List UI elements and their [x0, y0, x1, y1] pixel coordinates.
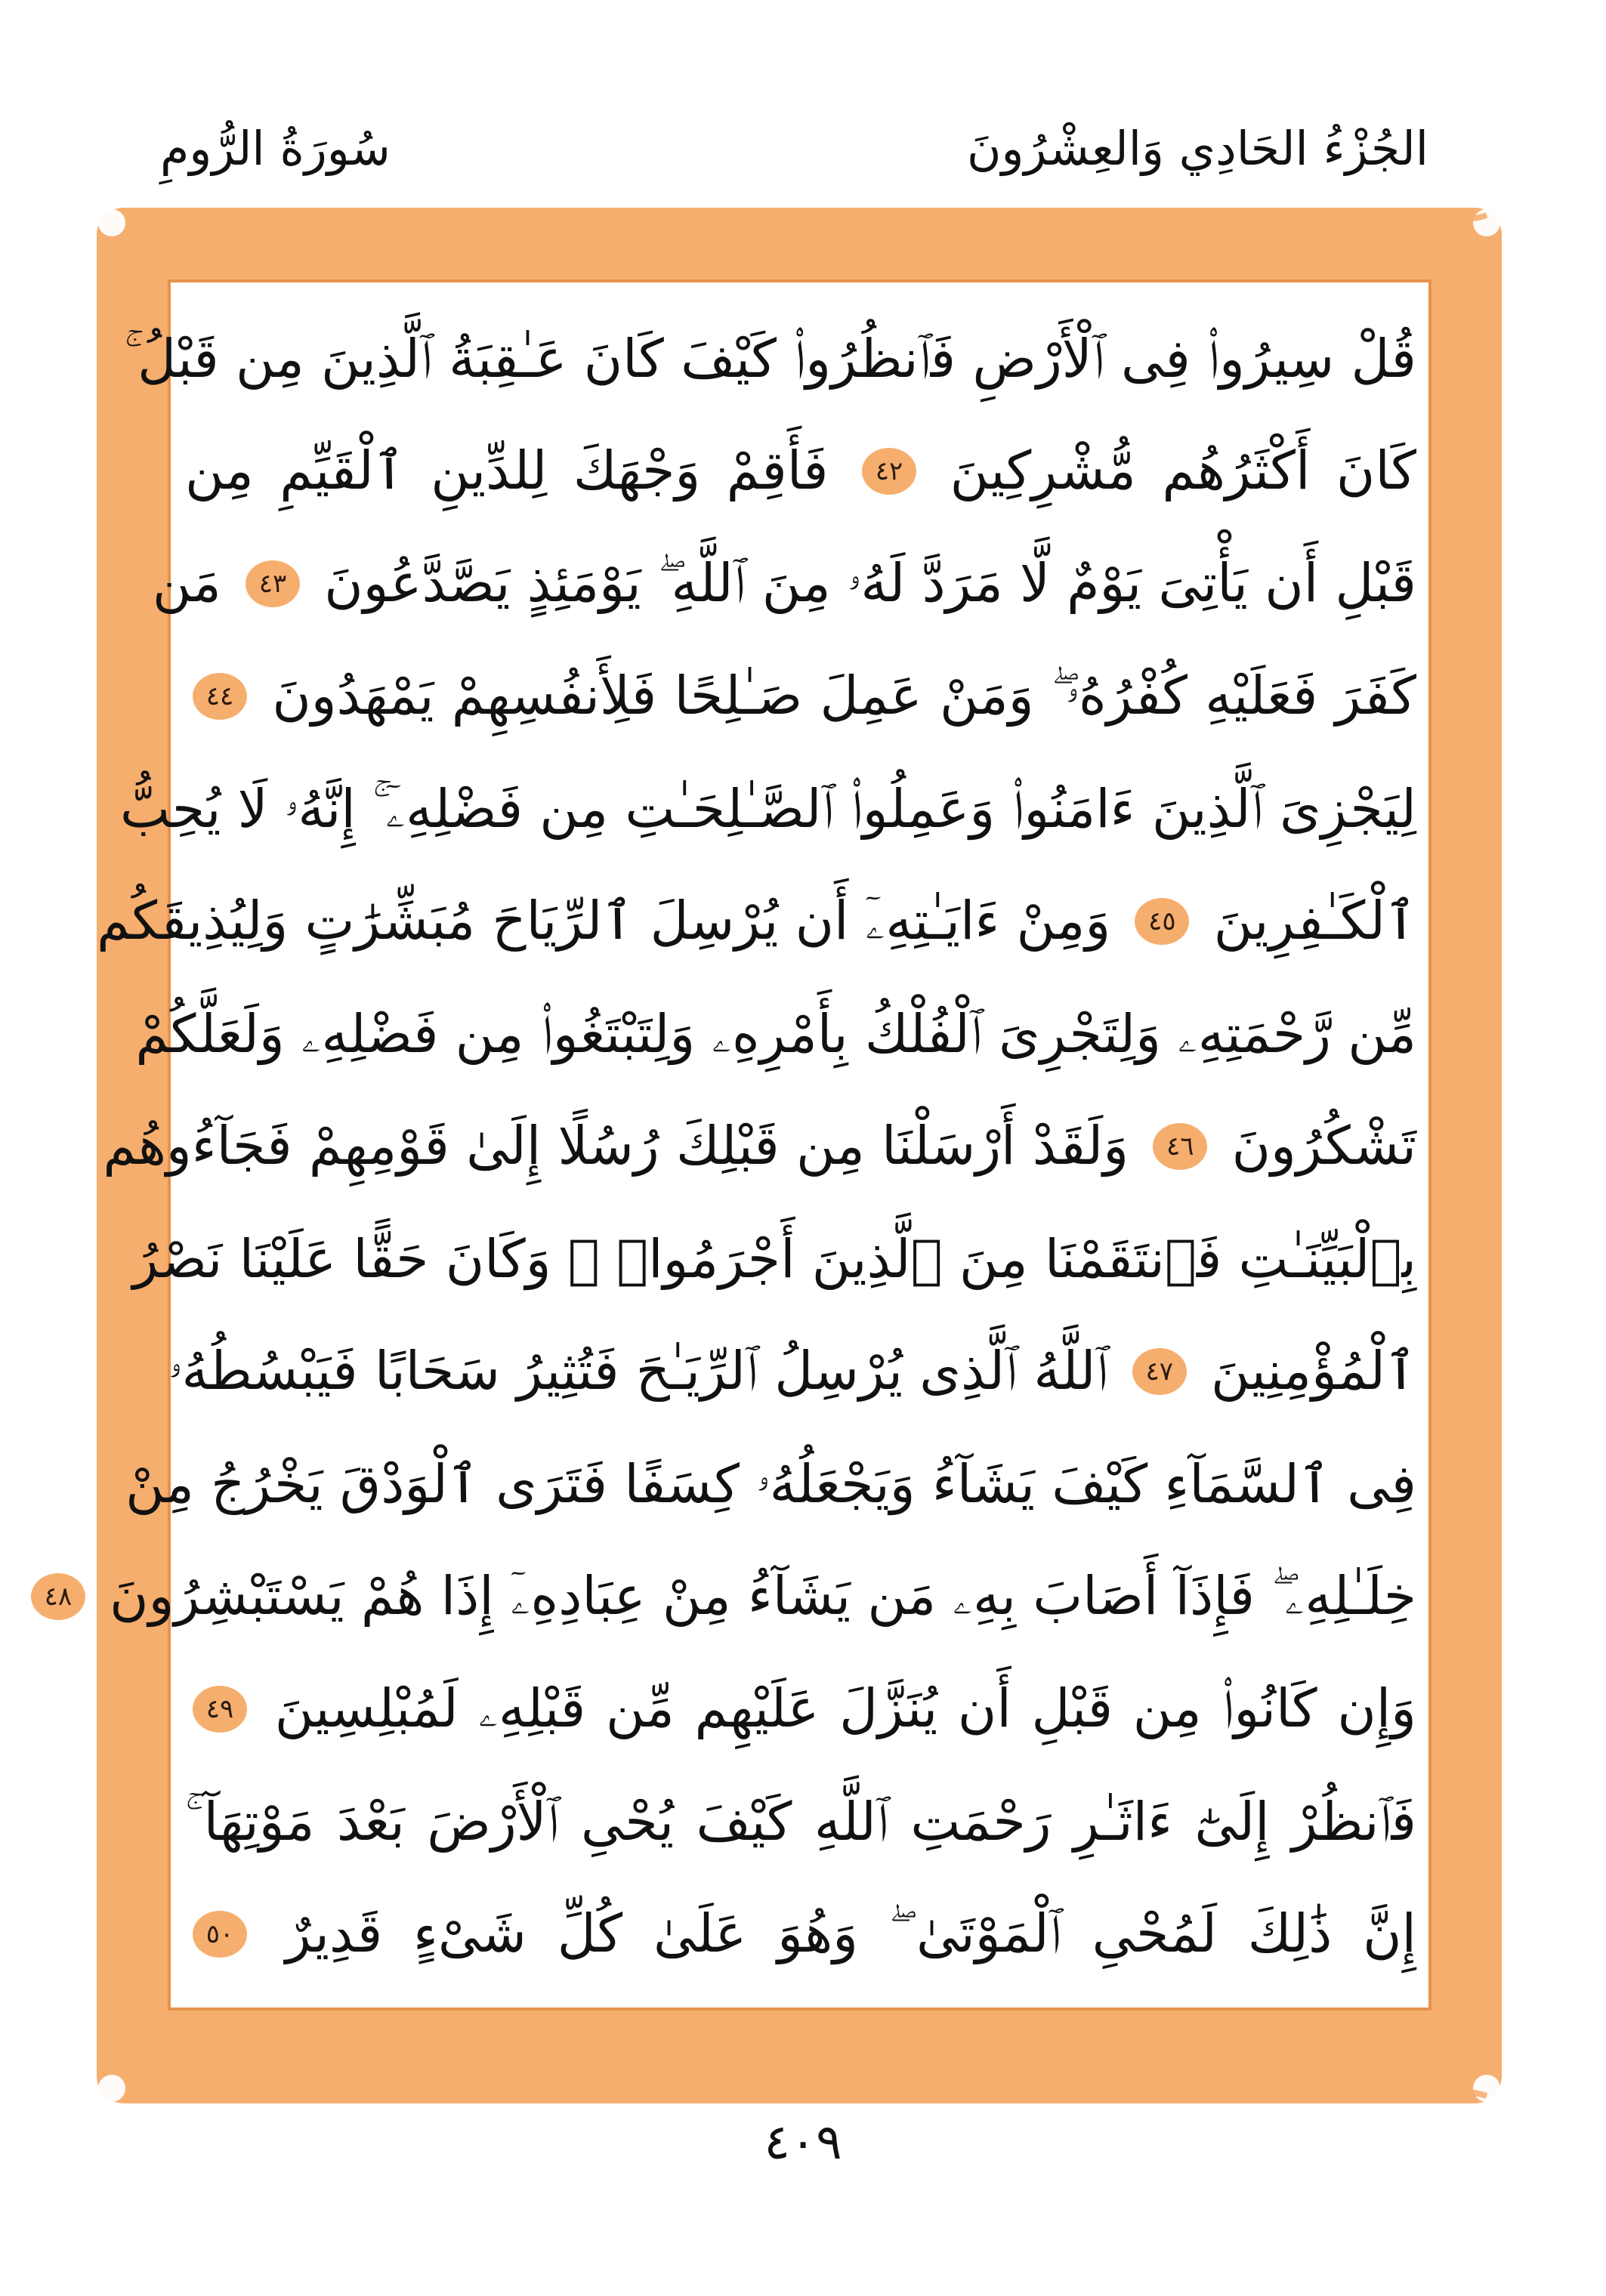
line-6-segment-1: ٱلْكَـٰفِرِينَ [1213, 890, 1416, 952]
line-15-segment-1: إِنَّ ذَٰلِكَ لَمُحْىِ ٱلْمَوْتَىٰ ۖ وَهُوَ عَلَىٰ كُلِّ شَىْءٍ قَدِيرٌ [285, 1903, 1416, 1965]
line-3-segment-1: قَبْلِ أَن يَأْتِىَ يَوْمٌ لَّا مَرَدَّ لَهُۥ مِنَ ٱللَّهِ ۖ يَوْمَئِذٍ يَصَّدَّعُونَ [324, 552, 1416, 615]
line-14-segment-1: فَٱنظُرْ إِلَىٰٓ ءَاثَـٰرِ رَحْمَتِ ٱللَّهِ كَيْفَ يُحْىِ ٱلْأَرْضَ بَعْدَ مَوْتِهَآ ۚ [185, 1790, 1416, 1853]
line-3-segment-3: مَن [152, 552, 221, 615]
ayah-marker-50: ٥٠ [193, 1911, 247, 1958]
line-7-segment-1: مِّن رَّحْمَتِهِۦ وَلِتَجْرِىَ ٱلْفُلْكُ بِأَمْرِهِۦ وَلِتَبْتَغُوا۟ مِن فَضْلِهِۦ وَلَعَلَّكُمْ [135, 1002, 1416, 1065]
page-header [0, 113, 1606, 204]
line-2-text [185, 440, 1416, 502]
line-8-segment-3: وَلَقَدْ أَرْسَلْنَا مِن قَبْلِكَ رُسُلًا إِلَىٰ قَوْمِهِمْ فَجَآءُوهُم [103, 1115, 1129, 1177]
line-13 [185, 1653, 1416, 1765]
ayah-marker-42: ٤٢ [862, 448, 916, 495]
line-7-text [135, 1002, 1416, 1065]
line-8-segment-1: تَشْكُرُونَ [1231, 1115, 1416, 1177]
line-1-text [124, 327, 1416, 390]
line-8-text [103, 1115, 1416, 1177]
line-3-text [152, 552, 1416, 615]
line-1-segment-1: قُلْ سِيرُوا۟ فِى ٱلْأَرْضِ فَٱنظُرُوا۟ كَيْفَ كَانَ عَـٰقِبَةُ ٱلَّذِينَ مِن قَبْلُ ۚ [124, 327, 1416, 390]
line-10-text [168, 1340, 1416, 1403]
line-2-segment-1: كَانَ أَكْثَرُهُم مُّشْرِكِينَ [950, 440, 1416, 502]
line-7 [135, 977, 1416, 1090]
line-4 [185, 640, 1416, 752]
line-3 [152, 527, 1416, 640]
line-6 [97, 865, 1416, 977]
line-6-text [97, 890, 1416, 952]
line-1 [124, 302, 1416, 415]
ayah-marker-45: ٤٥ [1135, 898, 1189, 945]
juz-title: الجُزْءُ الحَادِي وَالعِشْرُونَ [966, 121, 1428, 176]
line-9 [132, 1202, 1416, 1315]
ayah-marker-49: ٤٩ [193, 1686, 247, 1733]
line-12 [44, 1540, 1416, 1653]
line-11-segment-1: فِى ٱلسَّمَآءِ كَيْفَ يَشَآءُ وَيَجْعَلُهُۥ كِسَفًا فَتَرَى ٱلْوَدْقَ يَخْرُجُ مِنْ [125, 1452, 1416, 1515]
line-10-segment-3: ٱللَّهُ ٱلَّذِى يُرْسِلُ ٱلرِّيَـٰحَ فَتُثِيرُ سَحَابًا فَيَبْسُطُهُۥ [168, 1340, 1108, 1403]
line-11-text [125, 1452, 1416, 1515]
line-12-segment-1: خِلَـٰلِهِۦ ۖ فَإِذَآ أَصَابَ بِهِۦ مَن يَشَآءُ مِنْ عِبَادِهِۦٓ إِذَا هُمْ يَسْتَبْشِرُونَ [110, 1565, 1416, 1628]
line-4-text [185, 665, 1416, 727]
line-2-segment-3: فَأَقِمْ وَجْهَكَ لِلدِّينِ ٱلْقَيِّمِ مِن [185, 440, 829, 502]
line-9-segment-1: بِٱلْبَيِّنَـٰتِ فَٱنتَقَمْنَا مِنَ ٱلَّذِينَ أَجْرَمُوا۟ ۖ وَكَانَ حَقًّا عَلَيْنَا نَصْرُ [132, 1227, 1416, 1290]
page-number: ٤٠٩ [764, 2115, 842, 2171]
line-5-text [120, 777, 1416, 840]
line-13-segment-1: وَإِن كَانُوا۟ مِن قَبْلِ أَن يُنَزَّلَ عَلَيْهِم مِّن قَبْلِهِۦ لَمُبْلِسِينَ [274, 1677, 1416, 1740]
line-2 [185, 415, 1416, 527]
verse-lines [44, 302, 1416, 1994]
surah-title: سُورَةُ الرُّومِ [160, 121, 391, 176]
line-6-segment-3: وَمِنْ ءَايَـٰتِهِۦٓ أَن يُرْسِلَ ٱلرِّيَاحَ مُبَشِّرَٰتٍ وَلِيُذِيقَكُم [97, 890, 1111, 952]
line-8 [103, 1090, 1416, 1202]
line-10 [168, 1315, 1416, 1427]
line-11 [125, 1427, 1416, 1540]
ayah-marker-43: ٤٣ [246, 560, 300, 607]
line-12-text [44, 1565, 1416, 1628]
line-14 [185, 1765, 1416, 1878]
line-15-text [185, 1903, 1416, 1965]
line-10-segment-1: ٱلْمُؤْمِنِينَ [1210, 1340, 1416, 1403]
ayah-marker-47: ٤٧ [1132, 1348, 1187, 1395]
line-4-segment-1: كَفَرَ فَعَلَيْهِ كُفْرُهُۥ ۖ وَمَنْ عَمِلَ صَـٰلِحًا فَلِأَنفُسِهِمْ يَمْهَدُونَ [272, 665, 1416, 727]
ayah-marker-48: ٤٨ [31, 1573, 85, 1620]
ayah-marker-44: ٤٤ [193, 673, 247, 720]
line-13-text [185, 1677, 1416, 1740]
line-14-text [185, 1790, 1416, 1853]
line-9-text [132, 1227, 1416, 1290]
line-5 [120, 752, 1416, 865]
ayah-marker-46: ٤٦ [1153, 1123, 1207, 1170]
line-5-segment-1: لِيَجْزِىَ ٱلَّذِينَ ءَامَنُوا۟ وَعَمِلُوا۟ ٱلصَّـٰلِحَـٰتِ مِن فَضْلِهِۦٓ ۚ إِنَّهُۥ لَا يُحِبُّ [120, 777, 1416, 840]
line-15 [185, 1878, 1416, 1990]
